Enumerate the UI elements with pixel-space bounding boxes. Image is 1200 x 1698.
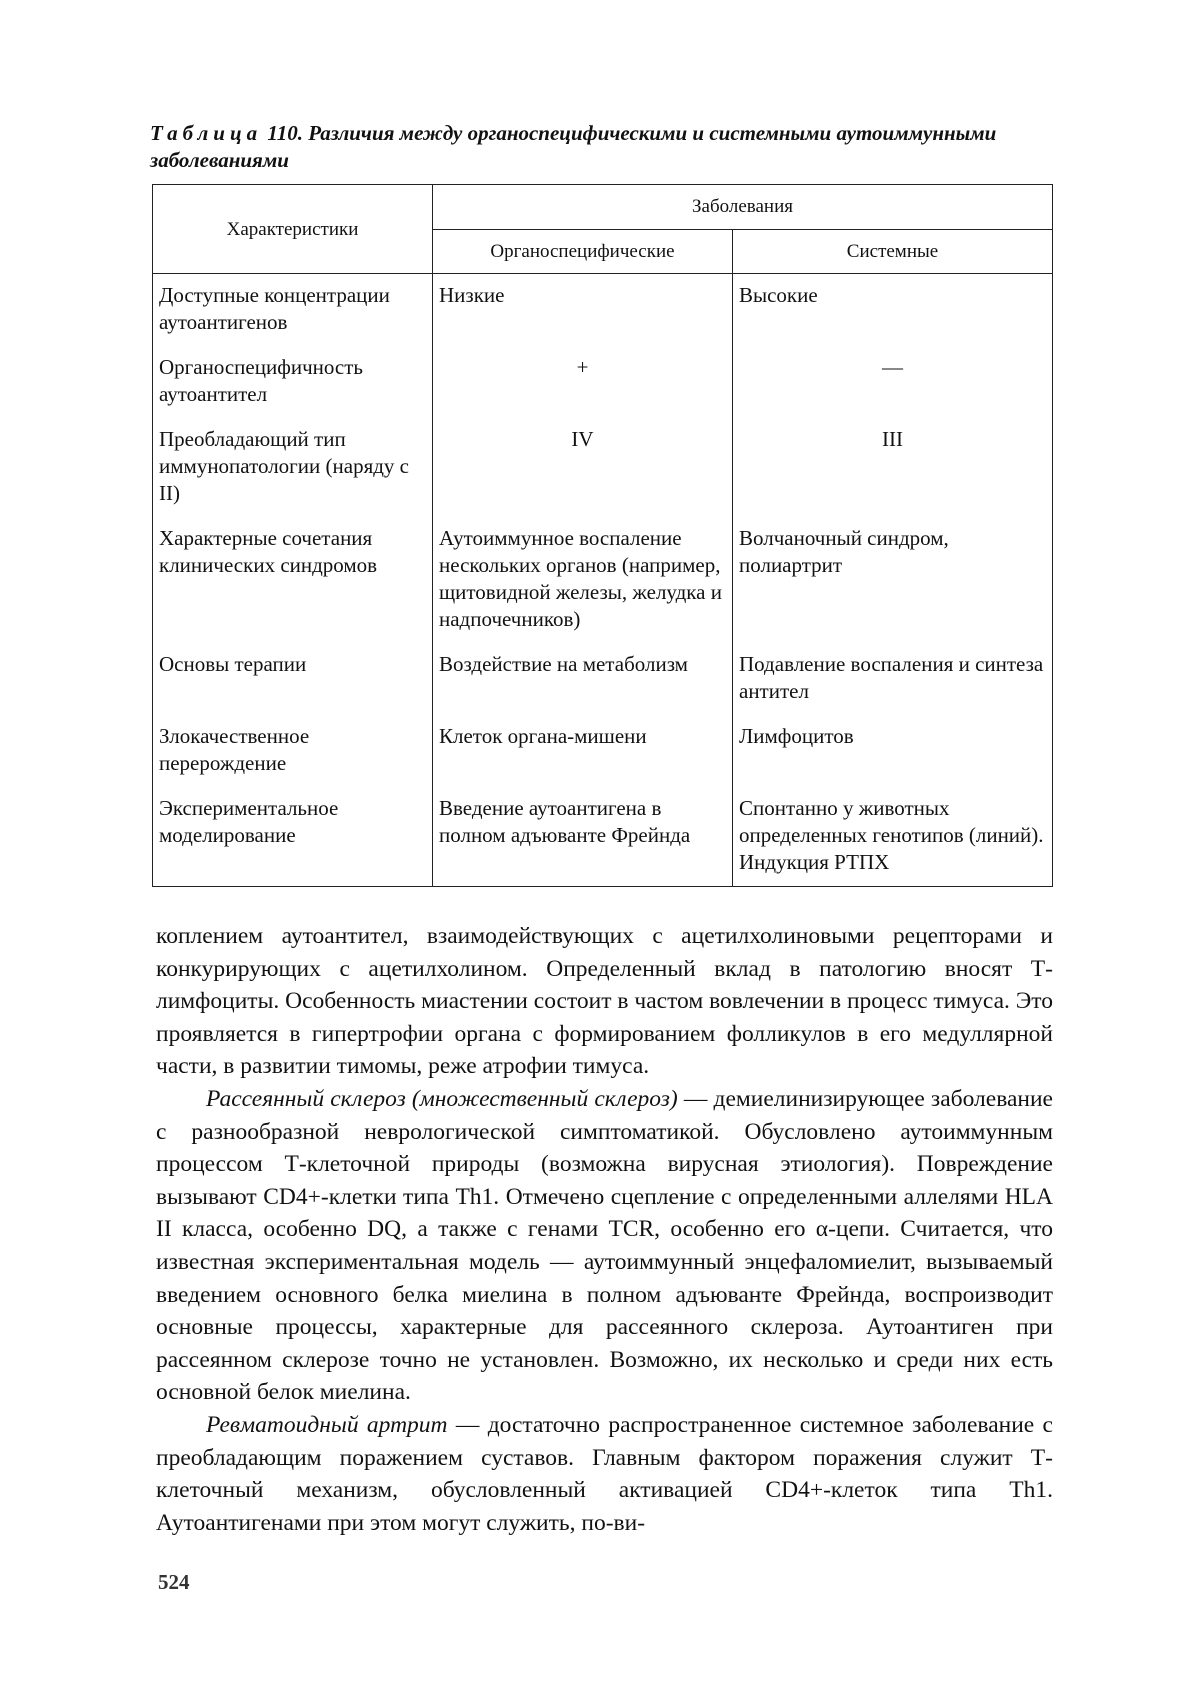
row-feature: Характерные сочетания клинических синдромов — [153, 517, 433, 643]
row-organ-value: Аутоиммунное воспаление нескольких органов (например, щитовидной железы, желудка и надпочечников) — [433, 517, 733, 643]
header-organ-specific: Органоспецифические — [433, 229, 733, 274]
table-row — [153, 643, 1053, 715]
row-organ-value: Низкие — [433, 274, 733, 347]
body-text — [156, 920, 1053, 1539]
comparison-table — [152, 184, 1053, 887]
table-row — [153, 274, 1053, 347]
row-systemic-value: Лимфоцитов — [733, 715, 1053, 787]
paragraph-text: — достаточно распространенное системное заболевание с преобладающим поражением суставов. Главным фактором поражения служит Т-клеточный механизм, обусловленный активацией CD4+-клеток типа Th1. Аутоантигенами при этом могут служить, по-ви- — [156, 1411, 1053, 1536]
row-systemic-value: III — [733, 418, 1053, 517]
caption-title: 110. Различия между органоспецифическими и системными аутоиммунными заболеваниями — [150, 121, 997, 172]
paragraph-multiple-sclerosis — [156, 1083, 1053, 1409]
caption-label: Таблица — [150, 121, 263, 145]
header-diseases: Заболевания — [433, 185, 1053, 230]
table-row — [153, 715, 1053, 787]
row-organ-value: Воздействие на метаболизм — [433, 643, 733, 715]
row-organ-value: Введение аутоантигена в полном адъюванте Фрейнда — [433, 787, 733, 887]
paragraph-myasthenia: коплением аутоантител, взаимодействующих с ацетилхолиновыми рецепторами и конкурирующих с ацетилхолином. Определенный вклад в патологию вносят Т-лимфоциты. Особенность миастении состоит в частом вовлечении в процесс тимуса. Это проявляется в гипертрофии органа с формированием фолликулов в его медуллярной части, в развитии тимомы, реже атрофии тимуса. — [156, 923, 1053, 1080]
table-row — [153, 787, 1053, 887]
row-feature: Экспериментальное моделирование — [153, 787, 433, 887]
row-feature: Органоспецифичность аутоантител — [153, 346, 433, 418]
row-feature: Основы терапии — [153, 643, 433, 715]
row-systemic-value: Волчаночный синдром, полиартрит — [733, 517, 1053, 643]
table-caption — [150, 120, 1050, 174]
row-organ-value: IV — [433, 418, 733, 517]
row-organ-value: + — [433, 346, 733, 418]
row-systemic-value: Подавление воспаления и синтеза антител — [733, 643, 1053, 715]
paragraph-text: — демиелинизирующее заболевание с разнообразной неврологической симптоматикой. Обусловлено аутоиммунным процессом Т-клеточной природы (возможна вирусная этиология). Повреждение вызывают CD4+-клетки типа Th1. Отмечено сцепление с определенными аллелями HLA II класса, особенно DQ, а также с генами TCR, особенно его α-цепи. Считается, что известная экспериментальная модель — аутоиммунный энцефаломиелит, вызываемый введением основного белка миелина в полном адъюванте Фрейнда, воспроизводит основные процессы, характерные для рассеянного склероза. Аутоантиген при рассеянном склерозе точно не установлен. Возможно, их несколько и среди них есть основной белок миелина. — [156, 1085, 1053, 1406]
page-number: 524 — [158, 1570, 190, 1594]
row-feature: Доступные концентрации аутоантигенов — [153, 274, 433, 347]
paragraph-rheumatoid-arthritis — [156, 1409, 1053, 1539]
term-multiple-sclerosis: Рассеянный склероз (множественный склероз) — [206, 1085, 678, 1112]
header-characteristics: Характеристики — [153, 185, 433, 274]
table-row — [153, 418, 1053, 517]
row-systemic-value: — — [733, 346, 1053, 418]
row-feature: Преобладающий тип иммунопатологии (наряду с II) — [153, 418, 433, 517]
header-systemic: Системные — [733, 229, 1053, 274]
row-systemic-value: Спонтанно у животных определенных генотипов (линий). Индукция РТПХ — [733, 787, 1053, 887]
table-row — [153, 346, 1053, 418]
row-feature: Злокачественное перерождение — [153, 715, 433, 787]
row-systemic-value: Высокие — [733, 274, 1053, 347]
term-rheumatoid-arthritis: Ревматоидный артрит — [206, 1411, 448, 1438]
table-row — [153, 517, 1053, 643]
row-organ-value: Клеток органа-мишени — [433, 715, 733, 787]
